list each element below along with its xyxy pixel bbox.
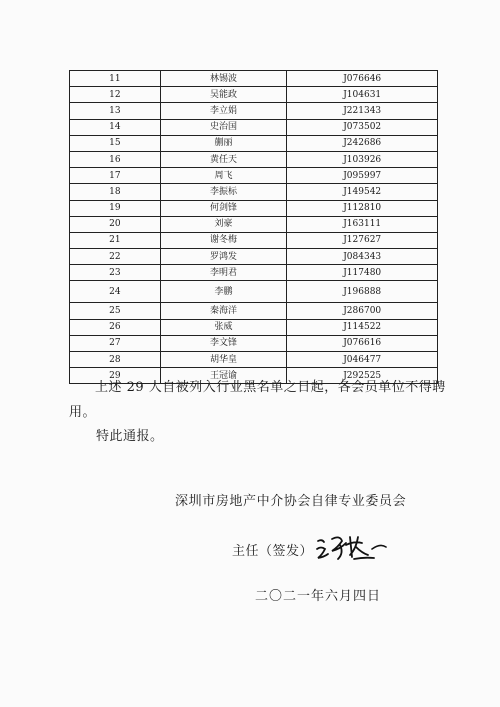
license-id-cell: J117480 [287,265,438,281]
row-number-cell: 27 [70,335,161,351]
row-number-cell: 14 [70,119,161,135]
row-number-cell: 20 [70,216,161,232]
member-name-cell: 李鹏 [160,281,287,303]
member-name-cell: 蒯丽 [160,135,287,151]
license-id-cell: J114522 [287,319,438,335]
row-number-cell: 13 [70,103,161,119]
member-name-cell: 李明君 [160,265,287,281]
license-id-cell: J286700 [287,303,438,319]
member-name-cell: 秦海洋 [160,303,287,319]
row-number-cell: 21 [70,232,161,248]
license-id-cell: J095997 [287,168,438,184]
table-row [70,87,438,103]
license-id-cell: J046477 [287,352,438,368]
license-id-cell: J242686 [287,135,438,151]
table-row [70,151,438,167]
table-row [70,319,438,335]
row-number-cell: 28 [70,352,161,368]
row-number-cell: 22 [70,249,161,265]
member-name-cell: 李立娟 [160,103,287,119]
member-name-cell: 黄任天 [160,151,287,167]
row-number-cell: 26 [70,319,161,335]
table-row [70,184,438,200]
row-number-cell: 25 [70,303,161,319]
member-name-cell: 李文锋 [160,335,287,351]
table-row [70,335,438,351]
notice-paragraph: 上述 29 人自被列入行业黑名单之日起，各会员单位不得聘用。 [69,380,446,420]
signer-label: 主任（签发） [232,544,314,559]
row-number-cell: 17 [70,168,161,184]
member-name-cell: 林锡波 [160,71,287,87]
member-name-cell: 张威 [160,319,287,335]
table-row [70,168,438,184]
row-number-cell: 24 [70,281,161,303]
member-name-cell: 吴能政 [160,87,287,103]
member-name-cell: 罗鸿发 [160,249,287,265]
handwritten-signature [312,531,392,565]
table-row [70,216,438,232]
table-row [70,200,438,216]
table-row [70,232,438,248]
table-row [70,71,438,87]
table-row [70,249,438,265]
table-row [70,135,438,151]
blacklist-table-body [70,71,438,384]
license-id-cell: J103926 [287,151,438,167]
row-number-cell: 23 [70,265,161,281]
license-id-cell: J127627 [287,232,438,248]
table-row [70,281,438,303]
blacklist-table [69,70,438,384]
license-id-cell: J073502 [287,119,438,135]
member-name-cell: 何剑锋 [160,200,287,216]
member-name-cell: 刘豪 [160,216,287,232]
license-id-cell: J163111 [287,216,438,232]
issue-date: 二〇二一年六月四日 [255,589,382,604]
license-id-cell: J149542 [287,184,438,200]
table-row [70,103,438,119]
row-number-cell: 19 [70,200,161,216]
row-number-cell: 11 [70,71,161,87]
license-id-cell: J112810 [287,200,438,216]
issuing-organization: 深圳市房地产中介协会自律专业委员会 [175,494,407,509]
table-row [70,119,438,135]
license-id-cell: J292525 [287,368,438,384]
table-row [70,265,438,281]
member-name-cell: 史治国 [160,119,287,135]
row-number-cell: 15 [70,135,161,151]
license-id-cell: J104631 [287,87,438,103]
member-name-cell: 周飞 [160,168,287,184]
row-number-cell: 12 [70,87,161,103]
row-number-cell: 18 [70,184,161,200]
license-id-cell: J221343 [287,103,438,119]
row-number-cell: 29 [70,368,161,384]
table-row [70,303,438,319]
closing-remark: 特此通报。 [96,429,164,444]
license-id-cell: J196888 [287,281,438,303]
license-id-cell: J076646 [287,71,438,87]
member-name-cell: 李振标 [160,184,287,200]
member-name-cell: 谢冬梅 [160,232,287,248]
license-id-cell: J076616 [287,335,438,351]
member-name-cell: 胡华皇 [160,352,287,368]
license-id-cell: J084343 [287,249,438,265]
member-name-cell: 王冠谕 [160,368,287,384]
row-number-cell: 16 [70,151,161,167]
table-row [70,352,438,368]
